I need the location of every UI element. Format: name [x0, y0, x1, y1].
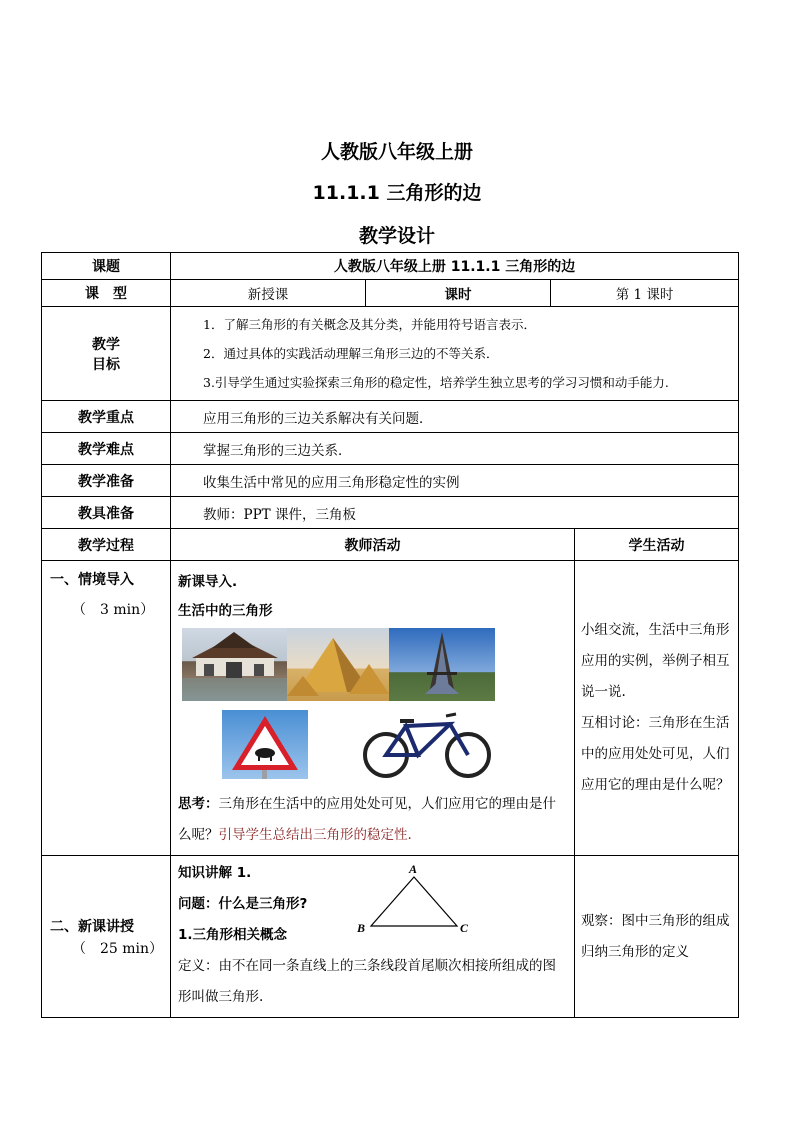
eiffel-tower-image — [389, 628, 495, 701]
student-activity-2: 互相讨论：三角形在生活中的应用处处可见，人们应用它的理由是什么呢？ — [581, 715, 730, 793]
hours-value: 第 1 课时 — [551, 280, 739, 307]
difficulty-value: 掌握三角形的三边关系． — [171, 433, 739, 465]
goal-item: 1．了解三角形的有关概念及其分类，并能用符号语言表示． — [203, 317, 536, 332]
type-label: 课 型 — [42, 280, 171, 307]
question-text: 问题：什么是三角形? — [178, 896, 308, 912]
goal-label — [42, 307, 171, 401]
section-intro-teacher — [171, 561, 575, 856]
definition-text: 定义：由不在同一条直线上的三条线段首尾顺次相接所组成的图形叫做三角形. — [178, 958, 556, 1005]
vertex-b-label: B — [357, 921, 366, 934]
goal-item: 2．通过具体的实践活动理解三角形三边的不等关系． — [203, 346, 499, 361]
section-new-teacher — [171, 856, 575, 1018]
difficulty-label: 教学难点 — [42, 433, 171, 465]
section-intro-student — [575, 561, 739, 856]
tools-label: 教具准备 — [42, 497, 171, 529]
goal-list — [171, 307, 739, 401]
teacher-activity-header: 教师活动 — [171, 529, 575, 561]
section-new-title: 二、新课讲授 — [50, 918, 134, 935]
triangle-abc-figure — [351, 862, 473, 934]
vertex-c-label: C — [460, 921, 469, 934]
section-new-time: （ 25 min） — [72, 940, 164, 957]
focus-value: 应用三角形的三边关系解决有关问题． — [171, 401, 739, 433]
pyramids-image — [287, 628, 389, 701]
student-activity-1: 小组交流，生活中三角形应用的实例，举例子相互说一说. — [581, 622, 730, 700]
section-intro-cell — [42, 561, 171, 856]
life-triangle-images — [182, 628, 495, 783]
think-label: 思考： — [178, 796, 219, 812]
intro-text: 新课导入. — [178, 574, 238, 590]
goal-item: 3.引导学生通过实验探索三角形的稳定性，培养学生独立思考的学习习惯和动手能力. — [203, 375, 669, 390]
section-intro-time: （ 3 min） — [72, 602, 155, 618]
section-new-student — [575, 856, 739, 1018]
guide-text: 引导学生总结出三角形的稳定性. — [218, 827, 412, 843]
topic-label: 课题 — [42, 253, 171, 280]
student-activity-header: 学生活动 — [575, 529, 739, 561]
warning-sign-image — [222, 710, 308, 779]
goal-label-line1: 教学 — [92, 336, 120, 353]
vertex-a-label: A — [409, 862, 418, 876]
knowledge-heading: 知识讲解 1. — [178, 865, 252, 881]
think-text: 三角形在生活中的应用处处可见，人们应用它的理由是什么呢？ — [178, 796, 556, 843]
prep-value: 收集生活中常见的应用三角形稳定性的实例 — [171, 465, 739, 497]
type-value: 新授课 — [171, 280, 366, 307]
goal-label-line2: 目标 — [92, 356, 120, 373]
tools-value: 教师：PPT 课件，三角板 — [171, 497, 739, 529]
intro-heading: 生活中的三角形 — [178, 603, 273, 619]
prep-label: 教学准备 — [42, 465, 171, 497]
student-activity-observe: 观察：图中三角形的组成归纳三角形的定义 — [581, 912, 730, 960]
process-header: 教学过程 — [42, 529, 171, 561]
section-new-cell — [42, 856, 171, 1018]
bicycle-image — [358, 710, 495, 779]
topic-value: 人教版八年级上册 11.1.1 三角形的边 — [171, 253, 739, 280]
doc-subtitle: 11.1.1 三角形的边 — [312, 182, 482, 204]
doc-heading: 教学设计 — [358, 225, 435, 247]
focus-label: 教学重点 — [42, 401, 171, 433]
doc-title: 人教版八年级上册 — [320, 141, 473, 163]
section-intro-title: 一、情境导入 — [50, 572, 134, 588]
lesson-plan-table — [41, 252, 739, 1018]
concept-heading: 1.三角形相关概念 — [178, 927, 288, 943]
pavilion-bridge-image — [182, 628, 287, 701]
think-paragraph — [178, 789, 566, 851]
hours-label: 课时 — [366, 280, 551, 307]
